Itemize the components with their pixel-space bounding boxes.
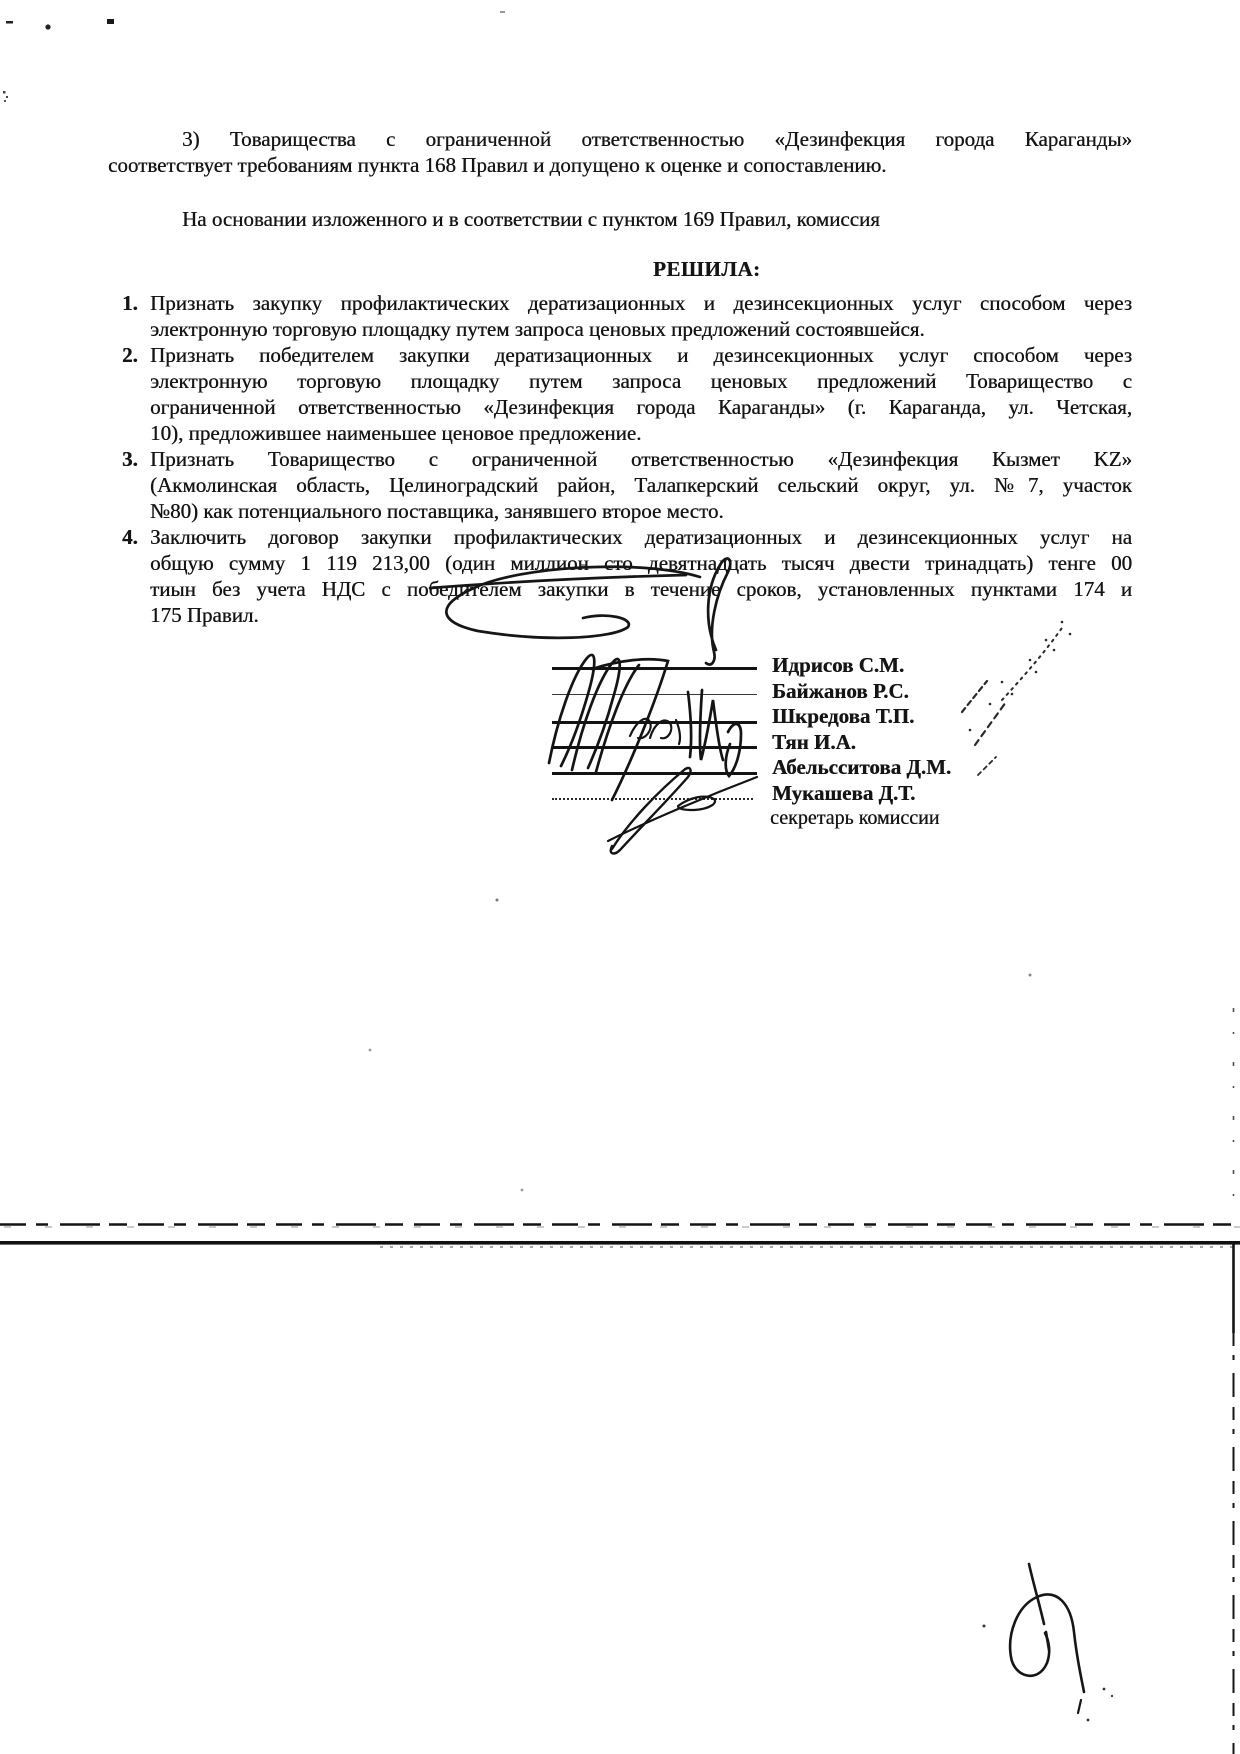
text-line: (Акмолинская область, Целиноградский район, Талапкерский сельский округ, ул. №7, участок xyxy=(150,473,1132,497)
signature-line xyxy=(552,694,757,695)
decision-list xyxy=(108,290,1132,628)
decision-item xyxy=(108,342,1132,446)
text-line: электронную торговую площадку путем запроса ценовых предложений Товарищество с xyxy=(150,369,1132,393)
secretary-label: секретарь комиссии xyxy=(770,807,940,829)
text-line: электронную торговую площадку путем запроса ценовых предложений состоявшейся. xyxy=(150,317,925,341)
signature-line xyxy=(552,746,757,749)
text-line: Заключить договор закупки профилактических дератизационных и дезинсекционных услуг на xyxy=(150,525,1132,549)
basis-paragraph: На основании изложенного и в соответствии с пунктом 169 Правил, комиссия xyxy=(182,207,880,231)
pen-marks-icon xyxy=(962,621,1071,775)
decision-number: 4. xyxy=(122,525,138,549)
text-line: Признать Товарищество с ограниченной ответственностью «Дезинфекция Кызмет KZ» xyxy=(150,447,1132,471)
decision-item xyxy=(108,290,1132,342)
signatory-list xyxy=(772,653,951,807)
text-line: Признать победителем закупки дератизационных и дезинсекционных услуг способом через xyxy=(150,343,1132,367)
decision-number: 1. xyxy=(122,291,138,315)
signatory-name: Байжанов Р.С. xyxy=(772,678,909,703)
signature-line xyxy=(552,798,753,800)
signatory-name: Абельсситова Д.М. xyxy=(772,755,952,780)
text-line: соответствует требованиям пункта 168 Правил и допущено к оценке и сопоставлению. xyxy=(108,153,887,177)
signature-line xyxy=(552,772,757,775)
intro-paragraph xyxy=(108,126,1132,178)
divider-solid-line xyxy=(0,1241,1240,1247)
signatory-name: Идрисов С.М. xyxy=(772,653,905,677)
decision-item xyxy=(108,446,1132,524)
signatory-name: Мукашева Д.Т. xyxy=(772,780,916,805)
decision-number: 2. xyxy=(122,343,138,367)
text-line: Признать закупку профилактических дератизационных и дезинсекционных услуг способом через xyxy=(150,291,1132,315)
text-line: 175 Правил. xyxy=(150,603,259,627)
text-line: 10), предложившее наименьшее ценовое предложение. xyxy=(150,421,642,445)
text-line: ограниченной ответственностью «Дезинфекция города Караганды» (г. Караганда, ул. Четская, xyxy=(150,395,1132,419)
divider-dashed-line xyxy=(0,1225,1240,1228)
text-line: 3) Товарищества с ограниченной ответственностью «Дезинфекция города Караганды» xyxy=(182,127,1132,151)
decision-number: 3. xyxy=(122,447,138,471)
bottom-pen-squiggle-icon xyxy=(1010,1564,1084,1713)
text-line: тиын без учета НДС с победителем закупки в течение сроков, установленных пунктами 174 и xyxy=(150,577,1132,601)
decision-item xyxy=(108,524,1132,628)
handwritten-signatures-icon xyxy=(549,655,757,854)
signature-line xyxy=(552,667,757,670)
signature-line xyxy=(552,721,757,724)
text-line: №80) как потенциального поставщика, занявшего второе место. xyxy=(150,499,724,523)
text-line: общую сумму 1 119 213,00 (один миллион сто девятнадцать тысяч двести тринадцать) тенге 00 xyxy=(150,551,1132,575)
resolution-heading: РЕШИЛА: xyxy=(653,257,761,281)
signatory-name: Шкредова Т.П. xyxy=(772,704,915,729)
signatory-name: Тян И.А. xyxy=(772,729,856,754)
document-body xyxy=(108,126,1132,628)
